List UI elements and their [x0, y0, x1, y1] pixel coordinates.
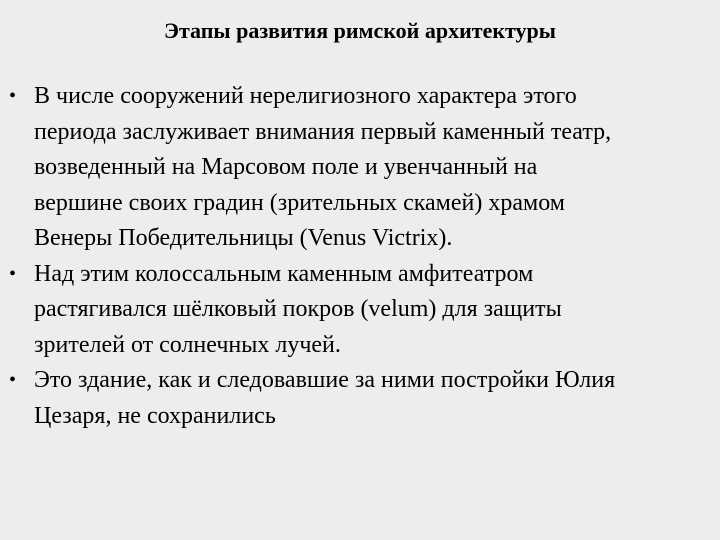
bullet-item: [0, 257, 720, 364]
bullet-line: зрителей от солнечных лучей.: [34, 331, 341, 358]
bullet-dot-icon: •: [9, 85, 17, 107]
bullet-text: [34, 257, 716, 364]
bullet-text: [34, 79, 716, 257]
bullet-line: В числе сооружений нерелигиозного характера этого: [34, 83, 577, 109]
slide-title: Этапы развития римской архитектуры: [164, 18, 556, 43]
bullet-dot-icon: •: [9, 262, 17, 285]
bullet-item: [0, 363, 720, 434]
bullet-text: [34, 363, 716, 434]
bullet-line: вершине своих градин (зрительных скамей) храмом: [34, 189, 565, 216]
bullet-line: Венеры Победительницы (Venus Victrix).: [34, 225, 453, 251]
bullet-line: Цезаря, не сохранились: [34, 402, 276, 429]
bullet-line: Над этим колоссальным каменным амфитеатром: [34, 260, 534, 287]
bullet-list: [0, 79, 720, 434]
bullet-dot-icon: •: [9, 369, 17, 391]
bullet-line: Это здание, как и следовавшие за ними постройки Юлия: [34, 367, 616, 393]
bullet-item: [0, 79, 720, 257]
bullet-line: растягивался шёлковый покров (velum) для защиты: [34, 296, 562, 322]
bullet-line: возведенный на Марсовом поле и увенчанный на: [34, 154, 538, 180]
bullet-line: периода заслуживает внимания первый каменный театр,: [34, 118, 612, 145]
